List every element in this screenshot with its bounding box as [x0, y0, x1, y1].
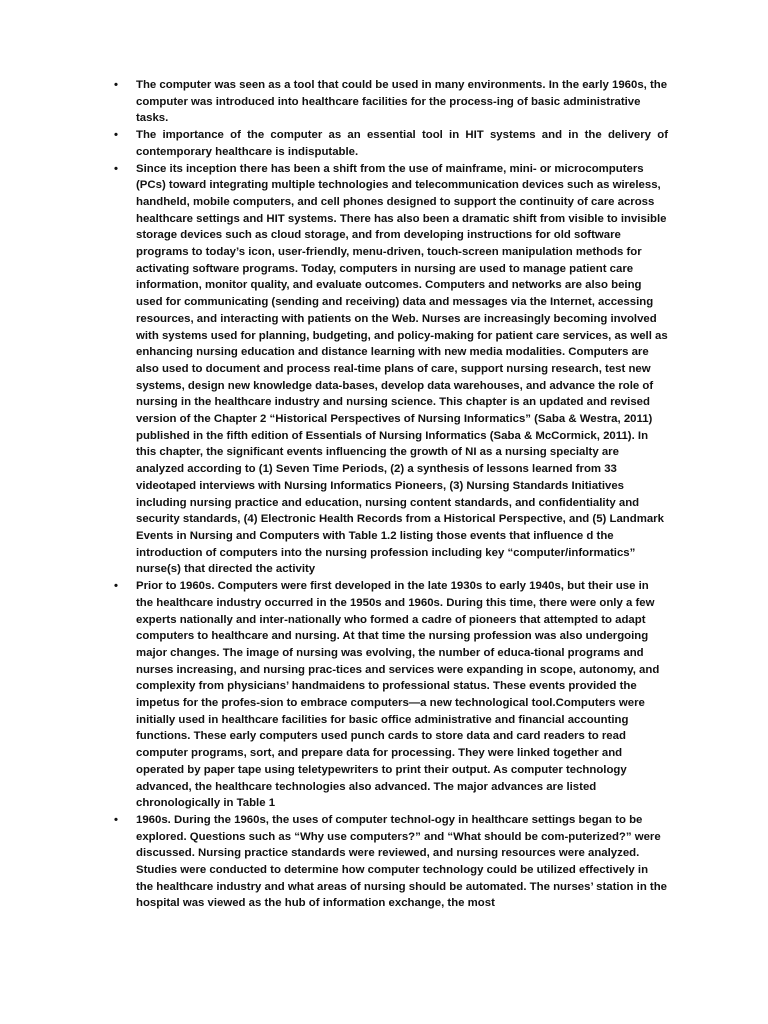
paragraph-text: 1960s. During the 1960s, the uses of computer technol-ogy in healthcare settings began to be explored. Questions such as “Why use computers?” and “What should be com-puterized?” were discussed. Nursing practice standards were reviewed, and nursing resources were analyzed. Studies were conducted to determine how computer technology could be utilized effectively in the healthcare industry and what areas of nursing should be automated. The nurses’ station in the hospital was viewed as the hub of information exchange, the most — [136, 813, 668, 910]
paragraph-text: Since its inception there has been a shift from the use of mainframe, mini- or microcomputers (PCs) toward integrating multiple technologies and telecommunication devices such as wireless, handheld, mobile computers, and cell phones designed to support the continuity of care across healthcare settings and HIT systems. There has also been a dramatic shift from visible to invisible storage devices such as cloud storage, and from developing instructions for old software programs to today’s icon, user-friendly, menu-driven, touch-screen manipulation methods for activating software programs. Today, computers in nursing are used to manage patient care information, monitor quality, and evaluate outcomes. Computers and networks are also being used for communicating (sending and receiving) data and messages via the Internet, accessing resources, and interacting with patients on the Web. Nurses are increasingly becoming involved with systems used for planning, budgeting, and policy-making for patient care services, as well as enhancing nursing education and distance learning with new media modalities. Computers are also used to document and process real-time plans of care, support nursing research, test new systems, design new knowledge data-bases, develop data warehouses, and advance the role of nursing in the healthcare industry and nursing science. This chapter is an updated and revised version of the Chapter 2 “Historical Perspectives of Nursing Informatics” (Saba & Westra, 2011) published in the fifth edition of Essentials of Nursing Informatics (Saba & McCormick, 2011). In this chapter, the significant events influencing the growth of NI as a nursing specialty are analyzed according to (1) Seven Time Periods, (2) a synthesis of lessons learned from 33 videotaped interviews with Nursing Informatics Pioneers, (3) Nursing Standards Initiatives including nursing practice and education, nursing content standards, and confidentiality and security standards, (4) Electronic Health Records from a Historical Perspective, and (5) Landmark Events in Nursing and Computers with Table 1.2 listing those events that influence d the introduction of computers into the nursing profession including key “computer/informatics” nurse(s) that directed the activity — [136, 162, 668, 576]
bullet-icon: • — [114, 129, 118, 142]
bullet-item-importance — [114, 127, 668, 160]
bullet-item-prior-1960s — [114, 578, 668, 812]
bullet-icon: • — [114, 813, 118, 826]
paragraph-text: Prior to 1960s. Computers were first developed in the late 1930s to early 1940s, but their use in the healthcare industry occurred in the 1950s and 1960s. During this time, there were only a few experts nationally and inter-nationally who formed a cadre of pioneers that attempted to adapt computers to healthcare and nursing. At that time the nursing profession was also undergoing major changes. The image of nursing was evolving, the number of educa-tional programs and nurses increasing, and nursing prac-tices and services were expanding in scope, autonomy, and complexity from physicians’ handmaidens to professional status. These events provided the impetus for the profes-sion to embrace computers—a new technological tool.Computers were initially used in healthcare facilities for basic office administrative and financial accounting functions. These early computers used punch cards to store data and card readers to read computer programs, sort, and prepare data for processing. They were linked together and operated by paper tape using teletypewriters to print their output. As computer technology advanced, the healthcare technologies also advanced. The major advances are listed chronologically in Table 1 — [136, 580, 660, 810]
bullet-list — [114, 77, 668, 912]
bullet-icon: • — [114, 162, 118, 175]
paragraph-text: The computer was seen as a tool that could be used in many environments. In the early 1960s, the computer was introduced into healthcare facilities for the process-ing of basic administrative tasks. — [136, 79, 668, 125]
bullet-item-1960s — [114, 812, 668, 912]
bullet-icon: • — [114, 580, 118, 593]
bullet-icon: • — [114, 79, 118, 91]
paragraph-text: The importance of the computer as an essential tool in HIT systems and in the delivery of contemporary healthcare is indisputable. — [136, 129, 668, 158]
bullet-item-inception — [114, 161, 668, 579]
bullet-item-computer-tool — [114, 77, 668, 127]
